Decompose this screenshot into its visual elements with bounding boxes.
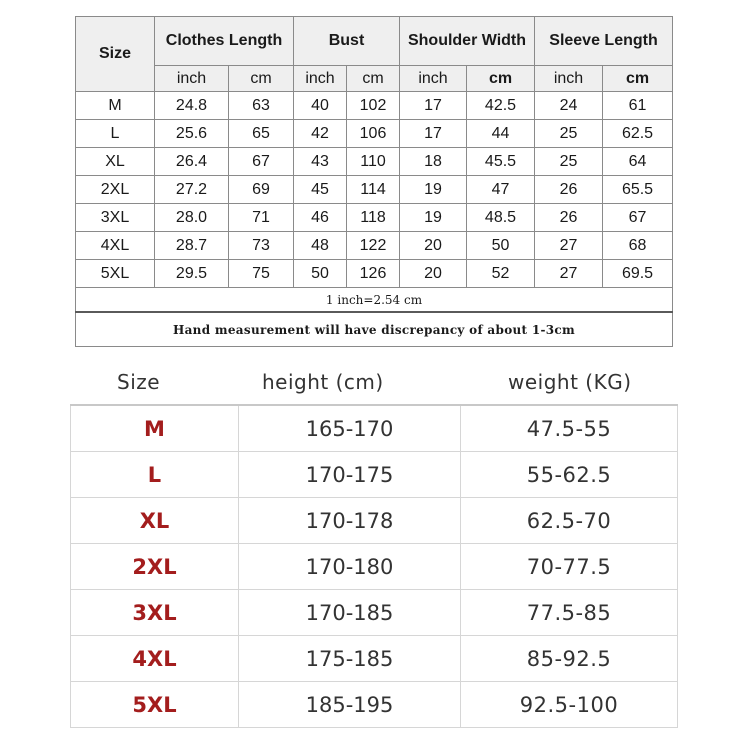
measurement-cell: 65	[229, 120, 294, 148]
measurement-cell: 71	[229, 204, 294, 232]
size-header: Size	[76, 17, 155, 92]
table-row	[71, 452, 678, 498]
hw-weight-cell: 47.5-55	[461, 405, 678, 452]
hw-size-cell: 3XL	[71, 590, 239, 636]
measurement-table	[75, 16, 673, 347]
conversion-note: 1 inch=2.54 cm	[76, 288, 673, 313]
table-row	[76, 204, 673, 232]
measurement-cell: 48	[294, 232, 347, 260]
measurement-cell: 65.5	[603, 176, 673, 204]
unit-header: cm	[467, 66, 535, 92]
hw-size-header: Size	[117, 370, 161, 394]
size-cell: XL	[76, 148, 155, 176]
table-row	[76, 148, 673, 176]
measurement-cell: 20	[400, 260, 467, 288]
measurement-cell: 73	[229, 232, 294, 260]
hw-height-header: height (cm)	[262, 370, 384, 394]
measurement-cell: 68	[603, 232, 673, 260]
measurement-cell: 110	[347, 148, 400, 176]
measurement-cell: 48.5	[467, 204, 535, 232]
measurement-cell: 126	[347, 260, 400, 288]
hw-height-cell: 185-195	[239, 682, 461, 728]
measurement-cell: 50	[294, 260, 347, 288]
table-row	[71, 590, 678, 636]
measurement-cell: 20	[400, 232, 467, 260]
table-row	[76, 92, 673, 120]
measurement-cell: 52	[467, 260, 535, 288]
hw-size-cell: M	[71, 405, 239, 452]
measurement-cell: 42.5	[467, 92, 535, 120]
measurement-cell: 19	[400, 176, 467, 204]
measurement-cell: 28.0	[155, 204, 229, 232]
measurement-cell: 42	[294, 120, 347, 148]
hw-weight-cell: 55-62.5	[461, 452, 678, 498]
measurement-cell: 26	[535, 176, 603, 204]
measurement-cell: 17	[400, 120, 467, 148]
clothes-length-header: Clothes Length	[155, 17, 294, 66]
measurement-cell: 17	[400, 92, 467, 120]
measurement-cell: 69.5	[603, 260, 673, 288]
measurement-cell: 45	[294, 176, 347, 204]
measurement-cell: 26.4	[155, 148, 229, 176]
hw-weight-cell: 77.5-85	[461, 590, 678, 636]
measurement-cell: 29.5	[155, 260, 229, 288]
measurement-cell: 28.7	[155, 232, 229, 260]
size-cell: 4XL	[76, 232, 155, 260]
size-cell: 3XL	[76, 204, 155, 232]
sleeve-length-header: Sleeve Length	[535, 17, 673, 66]
size-cell: L	[76, 120, 155, 148]
hw-weight-cell: 85-92.5	[461, 636, 678, 682]
bust-header: Bust	[294, 17, 400, 66]
table-row	[76, 120, 673, 148]
measurement-cell: 27.2	[155, 176, 229, 204]
measurement-cell: 64	[603, 148, 673, 176]
hw-size-cell: 4XL	[71, 636, 239, 682]
hw-weight-header: weight (KG)	[508, 370, 632, 394]
measurement-cell: 67	[229, 148, 294, 176]
measurement-cell: 24	[535, 92, 603, 120]
measurement-cell: 43	[294, 148, 347, 176]
measurement-cell: 26	[535, 204, 603, 232]
hw-size-cell: 2XL	[71, 544, 239, 590]
hw-height-cell: 170-185	[239, 590, 461, 636]
hw-weight-cell: 92.5-100	[461, 682, 678, 728]
shoulder-width-header: Shoulder Width	[400, 17, 535, 66]
hw-height-cell: 170-178	[239, 498, 461, 544]
measurement-cell: 102	[347, 92, 400, 120]
measurement-cell: 61	[603, 92, 673, 120]
unit-header: cm	[603, 66, 673, 92]
measurement-cell: 19	[400, 204, 467, 232]
height-weight-table	[70, 404, 678, 728]
measurement-cell: 44	[467, 120, 535, 148]
measurement-cell: 40	[294, 92, 347, 120]
size-cell: 5XL	[76, 260, 155, 288]
measurement-cell: 18	[400, 148, 467, 176]
measurement-cell: 47	[467, 176, 535, 204]
measurement-cell: 67	[603, 204, 673, 232]
measurement-cell: 114	[347, 176, 400, 204]
measurement-cell: 69	[229, 176, 294, 204]
size-cell: 2XL	[76, 176, 155, 204]
measurement-cell: 45.5	[467, 148, 535, 176]
measurement-cell: 27	[535, 232, 603, 260]
measurement-cell: 75	[229, 260, 294, 288]
discrepancy-note: Hand measurement will have discrepancy of about 1-3cm	[76, 312, 673, 347]
unit-header: inch	[535, 66, 603, 92]
table-row	[76, 176, 673, 204]
unit-header: inch	[400, 66, 467, 92]
measurement-cell: 24.8	[155, 92, 229, 120]
measurement-cell: 63	[229, 92, 294, 120]
hw-size-cell: XL	[71, 498, 239, 544]
measurement-cell: 25	[535, 120, 603, 148]
hw-height-cell: 170-175	[239, 452, 461, 498]
measurement-cell: 25	[535, 148, 603, 176]
hw-size-cell: 5XL	[71, 682, 239, 728]
measurement-cell: 27	[535, 260, 603, 288]
height-weight-header	[70, 362, 677, 402]
table-row	[76, 232, 673, 260]
unit-header: cm	[229, 66, 294, 92]
unit-header: inch	[155, 66, 229, 92]
measurement-cell: 50	[467, 232, 535, 260]
size-cell: M	[76, 92, 155, 120]
hw-weight-cell: 70-77.5	[461, 544, 678, 590]
hw-weight-cell: 62.5-70	[461, 498, 678, 544]
hw-height-cell: 165-170	[239, 405, 461, 452]
table-row	[71, 405, 678, 452]
measurement-cell: 25.6	[155, 120, 229, 148]
unit-header: cm	[347, 66, 400, 92]
measurement-cell: 62.5	[603, 120, 673, 148]
table-row	[71, 544, 678, 590]
unit-header: inch	[294, 66, 347, 92]
measurement-cell: 106	[347, 120, 400, 148]
measurement-cell: 122	[347, 232, 400, 260]
hw-height-cell: 175-185	[239, 636, 461, 682]
hw-height-cell: 170-180	[239, 544, 461, 590]
table-row	[76, 260, 673, 288]
table-row	[71, 682, 678, 728]
measurement-cell: 46	[294, 204, 347, 232]
hw-size-cell: L	[71, 452, 239, 498]
measurement-cell: 118	[347, 204, 400, 232]
table-row	[71, 498, 678, 544]
table-row	[71, 636, 678, 682]
